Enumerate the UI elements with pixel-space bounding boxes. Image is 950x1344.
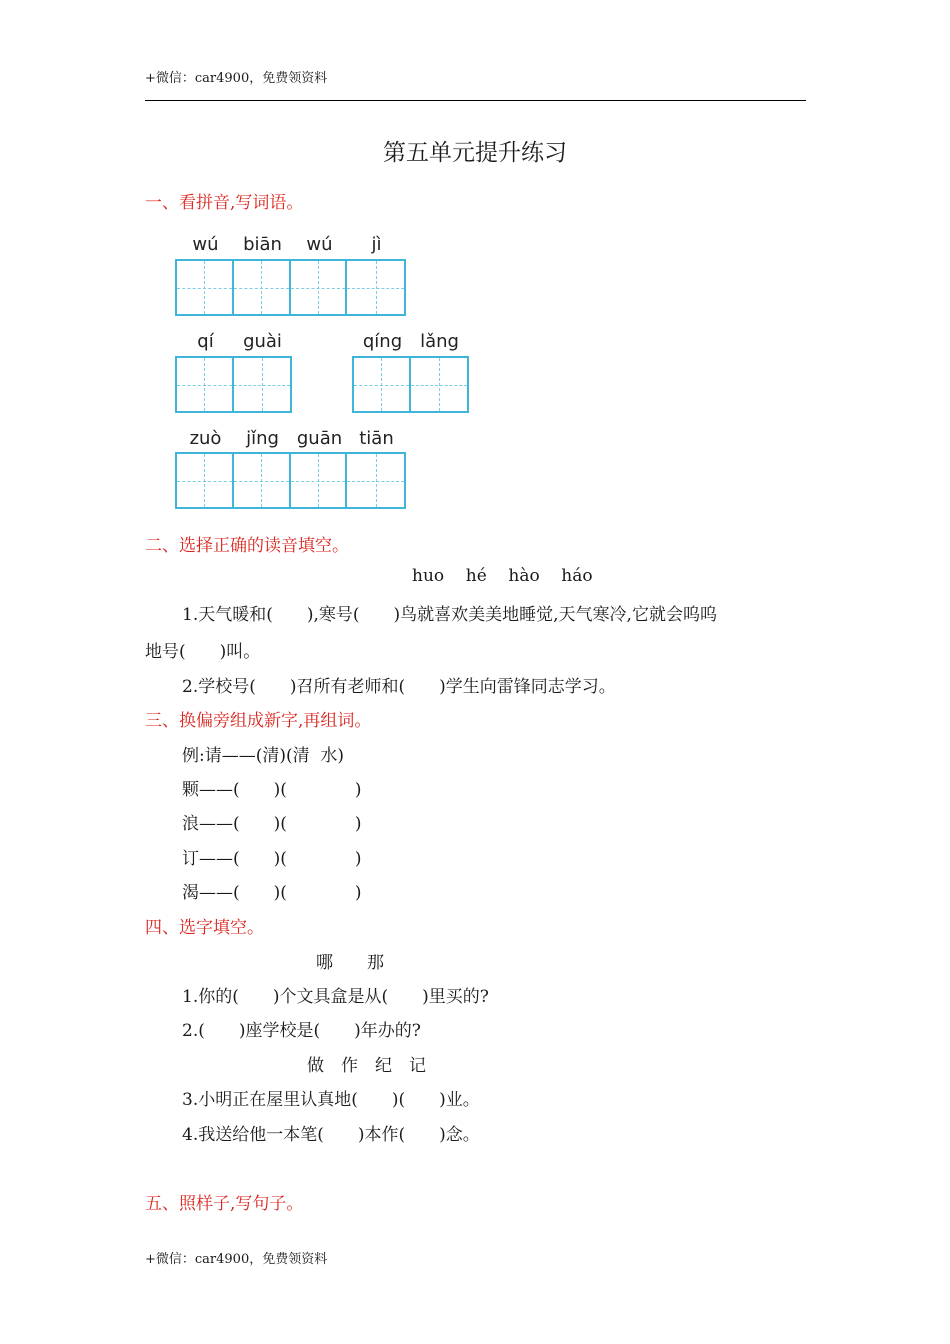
section-1-heading: 一、看拼音,写词语。 [145, 193, 304, 213]
grid-cell[interactable] [347, 261, 404, 314]
radical-item: 渴——( )( ) [182, 883, 362, 903]
grid-cell[interactable] [177, 358, 234, 411]
radical-item: 订——( )( ) [182, 849, 362, 869]
radical-item: 颗——( )( ) [182, 780, 362, 800]
writing-grid[interactable] [175, 356, 292, 413]
section-3-heading: 三、换偏旁组成新字,再组词。 [145, 711, 372, 731]
example-line: 例:请——(清)(清 水) [182, 746, 345, 766]
writing-grid[interactable] [352, 356, 469, 413]
pinyin-label: wú [192, 234, 219, 255]
page-header: +微信：car4900，免费领资料 [145, 71, 328, 86]
grid-cell[interactable] [177, 261, 234, 314]
grid-cell[interactable] [177, 454, 234, 507]
question-2-1-line-1: 1.天气暖和( ),寒号( )鸟就喜欢美美地睡觉,天气寒冷,它就会呜呜 [182, 605, 717, 625]
writing-grid[interactable] [175, 259, 406, 316]
grid-cell[interactable] [411, 358, 467, 411]
section-5-heading: 五、照样子,写句子。 [145, 1194, 304, 1214]
section-4-heading: 四、选字填空。 [145, 918, 264, 938]
question-2-1-line-2: 地号( )叫。 [145, 642, 261, 662]
question-4-4: 4.我送给他一本笔( )本作( )念。 [182, 1125, 480, 1145]
pinyin-label: guài [243, 331, 282, 352]
grid-cell[interactable] [347, 454, 404, 507]
writing-grid[interactable] [175, 452, 406, 509]
pinyin-label: biān [243, 234, 282, 255]
page-title: 第五单元提升练习 [383, 140, 567, 166]
section-2-heading: 二、选择正确的读音填空。 [145, 536, 349, 556]
question-4-3: 3.小明正在屋里认真地( )( )业。 [182, 1090, 480, 1110]
pinyin-label: qíng [362, 331, 403, 352]
grid-cell[interactable] [234, 454, 291, 507]
grid-cell[interactable] [291, 454, 348, 507]
pronunciation-options: huo hé hào háo [412, 566, 593, 586]
pinyin-label: jǐng [246, 428, 279, 449]
pinyin-label: zuò [189, 428, 222, 449]
pinyin-label: guān [296, 428, 343, 449]
choice-set-2: 做 作 纪 记 [307, 1056, 426, 1076]
page-footer: +微信：car4900，免费领资料 [145, 1252, 328, 1267]
pinyin-label: wú [306, 234, 333, 255]
grid-cell[interactable] [354, 358, 411, 411]
grid-cell[interactable] [291, 261, 348, 314]
grid-cell[interactable] [234, 261, 291, 314]
choice-set-1: 哪 那 [316, 953, 384, 973]
pinyin-label: lǎng [420, 331, 459, 352]
pinyin-label: jì [371, 234, 382, 255]
pinyin-label: tiān [359, 428, 394, 449]
grid-cell[interactable] [234, 358, 290, 411]
header-divider [145, 100, 806, 101]
radical-item: 浪——( )( ) [182, 814, 362, 834]
pinyin-label: qí [197, 331, 214, 352]
question-4-1: 1.你的( )个文具盒是从( )里买的? [182, 987, 489, 1007]
question-4-2: 2.( )座学校是( )年办的? [182, 1021, 421, 1041]
question-2-2: 2.学校号( )召所有老师和( )学生向雷锋同志学习。 [182, 677, 616, 697]
